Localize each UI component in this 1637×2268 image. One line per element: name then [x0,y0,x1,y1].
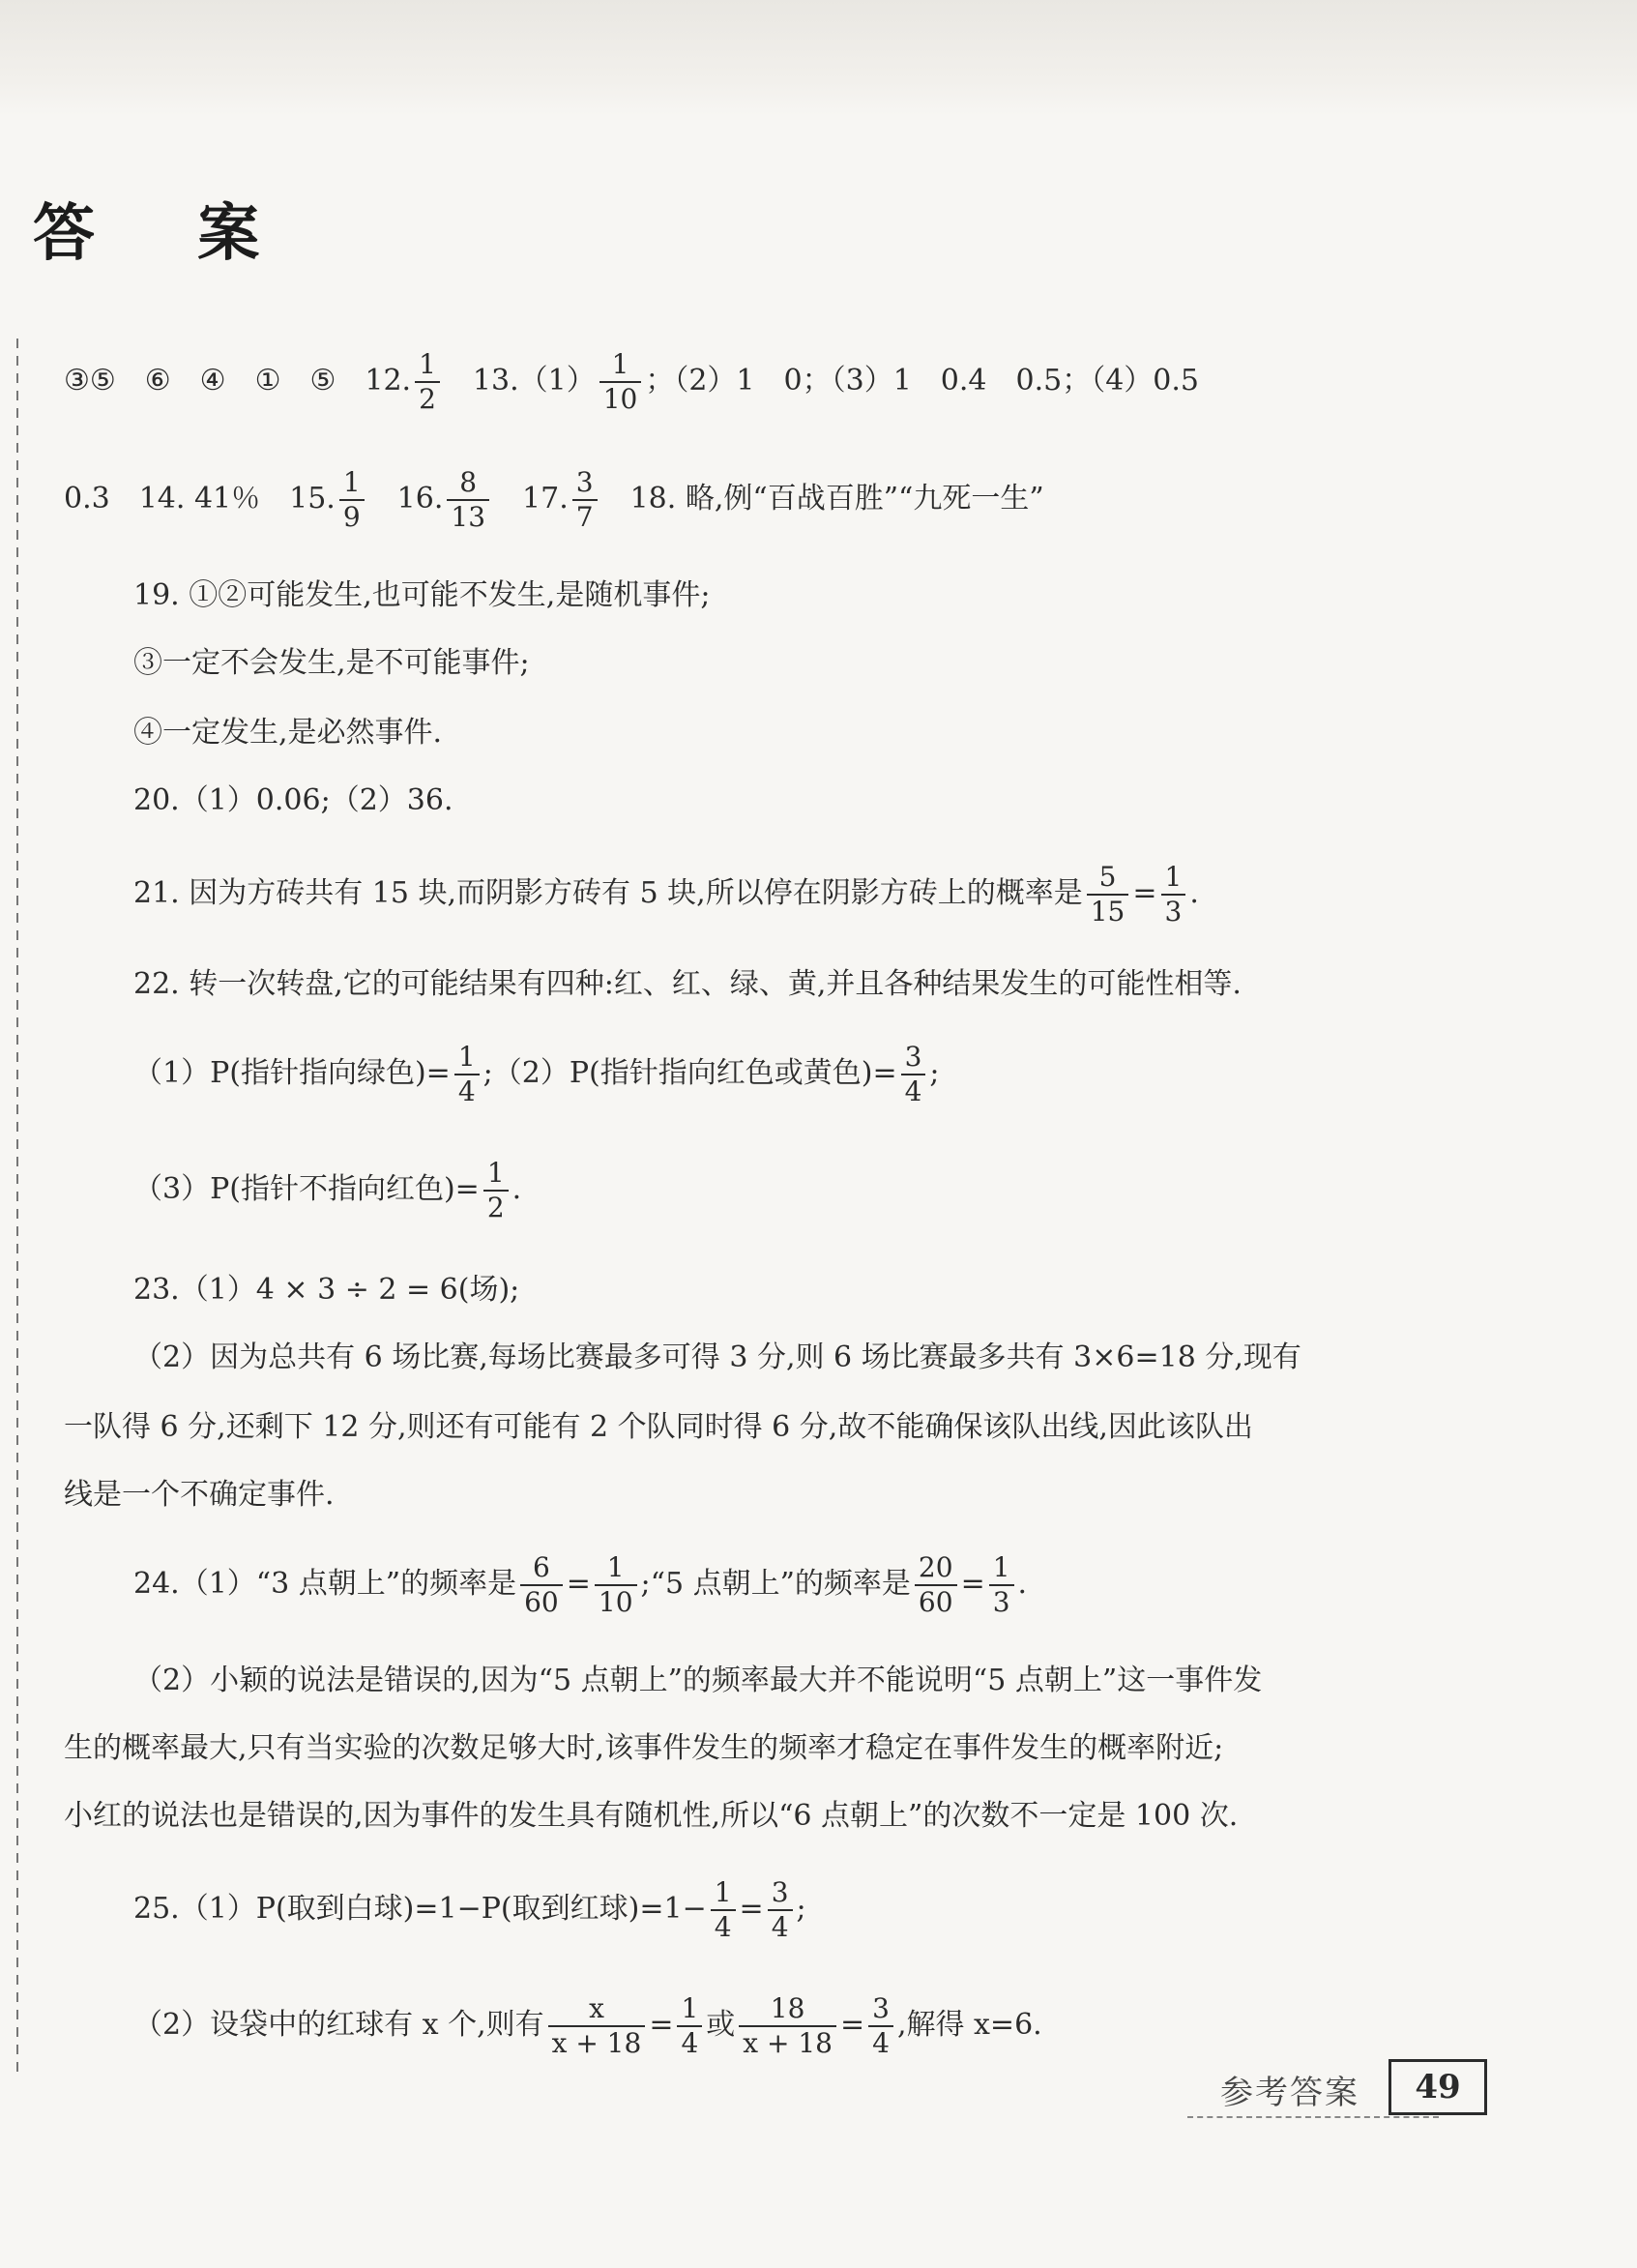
scan-header-band [0,0,1637,116]
fraction: $\frac{1}{3}$ [989,1551,1014,1619]
fraction: $\frac{1}{10}$ [599,348,642,416]
footer-section-label: 参考答案 [1220,2074,1359,2112]
page-number: 49 [1389,2059,1487,2115]
answer-line-7: 21. 因为方砖共有 15 块,而阴影方砖有 5 块,所以停在阴影方砖上的概率是 $\frac{5}{15}$ = $\frac{1}{3}$ . [133,861,1199,928]
answer-line-10: （3）P(指针不指向红色)= $\frac{1}{2}$ . [133,1157,522,1223]
answer-line-5: ④一定发生,是必然事件. [133,716,443,750]
answer-line-14: 线是一个不确定事件. [64,1478,335,1512]
answer-line-6: 20.（1）0.06;（2）36. [133,783,453,817]
answer-line-1: ③⑤ ⑥ ④ ① ⑤ 12. $\frac{1}{2}$ 13.（1） $\frac{1}{10}$ ；（2）1 0；（3）1 0.4 0.5；（4）0.5 [64,348,1199,415]
answer-line-16: （2）小颖的说法是错误的,因为“5 点朝上”的频率最大并不能说明“5 点朝上”这一事件发 [133,1664,1263,1697]
fraction: $\frac{5}{15}$ [1087,861,1129,928]
answer-line-13: 一队得 6 分,还剩下 12 分,则还有可能有 2 个队同时得 6 分,故不能确保该队出线,因此该队出 [64,1410,1253,1444]
answer-line-19: 25.（1）P(取到白球)=1−P(取到红球)=1− $\frac{1}{4}$ = $\frac{3}{4}$ ; [133,1876,806,1943]
fraction: $\frac{1}{9}$ [339,466,365,534]
answer-line-20: （2）设袋中的红球有 x 个,则有 $\frac{x}{x + 18}$ = $\frac{1}{4}$ 或 $\frac{18}{x + 18}$ = $\frac{3}{4}$ ,解得 x=6. [133,1992,1042,2059]
page-title: 答 案 [33,198,301,270]
fraction: $\frac{6}{60}$ [520,1551,563,1619]
fraction: $\frac{1}{2}$ [415,348,440,416]
answer-line-12: （2）因为总共有 6 场比赛,每场比赛最多可得 3 分,则 6 场比赛最多共有 3×6=18 分,现有 [133,1340,1301,1374]
answer-line-3: 19. ①②可能发生,也可能不发生,是随机事件; [133,578,711,612]
answer-line-4: ③一定不会发生,是不可能事件; [133,646,530,680]
answer-line-18: 小红的说法也是错误的,因为事件的发生具有随机性,所以“6 点朝上”的次数不一定是 100 次. [64,1799,1239,1833]
fraction: $\frac{8}{13}$ [447,466,489,534]
fraction: $\frac{1}{10}$ [595,1551,637,1619]
fraction: $\frac{3}{7}$ [572,466,598,534]
answer-line-9: （1）P(指针指向绿色)= $\frac{1}{4}$ ;（2）P(指针指向红色或黄色)= $\frac{3}{4}$ ; [133,1041,940,1107]
answer-line-17: 生的概率最大,只有当实验的次数足够大时,该事件发生的频率才稳定在事件发生的概率附近; [64,1731,1224,1765]
binding-margin [14,339,21,2079]
fraction: $\frac{1}{3}$ [1161,861,1186,928]
fraction: $\frac{x}{x + 18}$ [548,1992,646,2060]
fraction: $\frac{3}{4}$ [868,1992,893,2060]
answer-line-2: 0.3 14. 41％ 15. $\frac{1}{9}$ 16. $\frac{8}{13}$ 17. $\frac{3}{7}$ 18. 略,例“百战百胜”“九死一生” [64,466,1044,533]
fraction: $\frac{3}{4}$ [768,1876,793,1944]
answer-line-15: 24.（1）“3 点朝上”的频率是 $\frac{6}{60}$ = $\frac{1}{10}$ ;“5 点朝上”的频率是 $\frac{20}{60}$ = $\frac{1}{3}$ . [133,1551,1028,1618]
fraction: $\frac{20}{60}$ [915,1551,957,1619]
answer-line-8: 22. 转一次转盘,它的可能结果有四种:红、红、绿、黄,并且各种结果发生的可能性相等. [133,967,1242,1001]
fraction: $\frac{3}{4}$ [901,1041,926,1108]
fraction: $\frac{1}{4}$ [677,1992,702,2060]
fraction: $\frac{1}{4}$ [454,1041,480,1108]
fraction: $\frac{1}{2}$ [483,1157,509,1224]
answer-line-11: 23.（1）4 × 3 ÷ 2 = 6(场); [133,1273,520,1307]
fraction: $\frac{1}{4}$ [711,1876,736,1944]
footer-dashed-rule [1187,2116,1439,2118]
fraction: $\frac{18}{x + 18}$ [739,1992,836,2060]
